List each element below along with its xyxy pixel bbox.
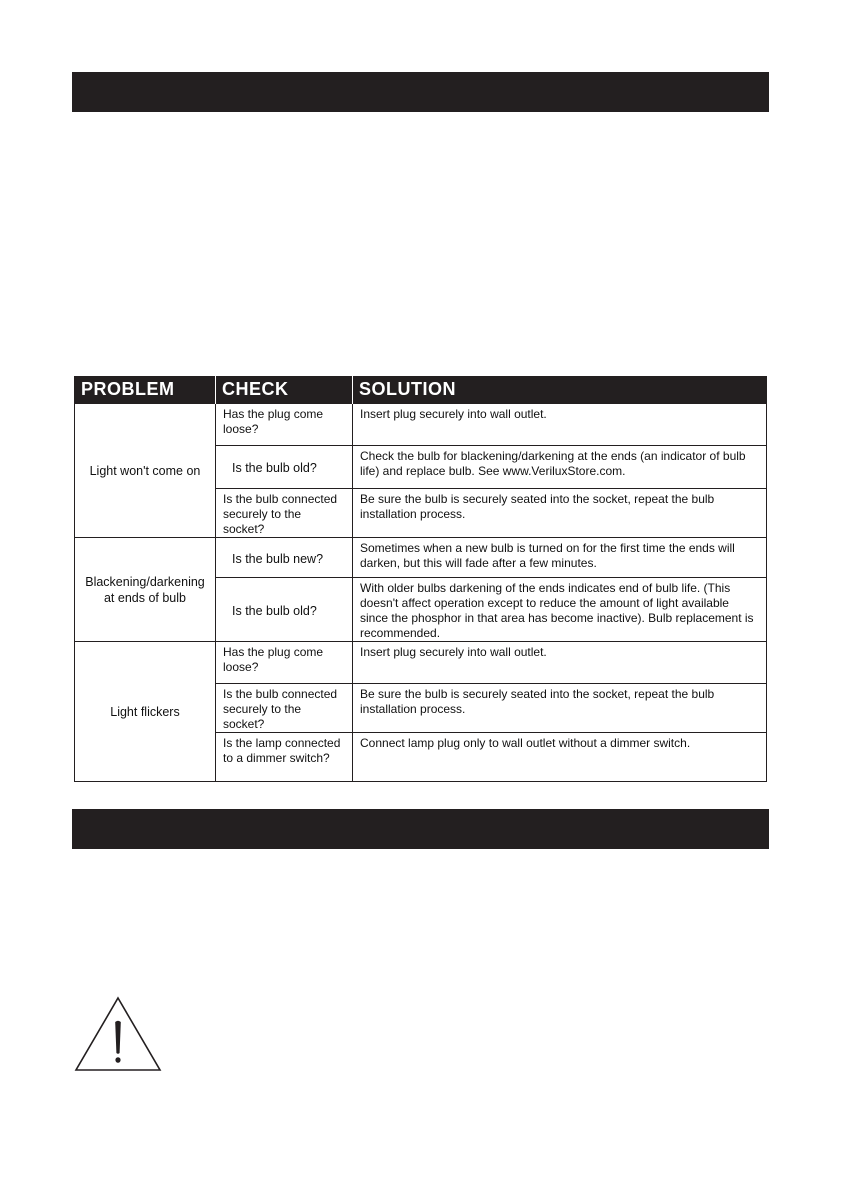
check-cell: Is the bulb connected securely to the socket? <box>216 489 353 538</box>
troubleshooting-table <box>74 376 767 782</box>
solution-cell: Sometimes when a new bulb is turned on for the first time the ends will darken, but this will fade after a few minutes. <box>353 538 767 578</box>
section-header-bar-bottom <box>72 809 769 849</box>
check-cell: Is the bulb connected securely to the socket? <box>216 684 353 733</box>
solution-cell: Be sure the bulb is securely seated into the socket, repeat the bulb installation process. <box>353 489 767 538</box>
problem-cell: Blackening/darkening at ends of bulb <box>75 538 216 642</box>
problem-cell: Light won't come on <box>75 404 216 538</box>
problem-cell: Light flickers <box>75 642 216 782</box>
solution-cell: With older bulbs darkening of the ends indicates end of bulb life. (This doesn't affect operation except to reduce the amount of light available since the phosphor in that area has become inactive). Bulb replacement is recommended. <box>353 578 767 642</box>
check-cell: Has the plug come loose? <box>216 404 353 446</box>
warning-triangle-icon <box>74 996 162 1072</box>
solution-cell: Insert plug securely into wall outlet. <box>353 642 767 684</box>
check-cell: Is the lamp connected to a dimmer switch? <box>216 733 353 782</box>
table-row <box>75 404 767 446</box>
solution-cell: Check the bulb for blackening/darkening at the ends (an indicator of bulb life) and replace bulb. See www.VeriluxStore.com. <box>353 446 767 489</box>
section-header-bar-top <box>72 72 769 112</box>
solution-cell: Connect lamp plug only to wall outlet without a dimmer switch. <box>353 733 767 782</box>
header-solution: SOLUTION <box>353 376 767 404</box>
check-cell: Has the plug come loose? <box>216 642 353 684</box>
check-cell: Is the bulb new? <box>216 538 353 578</box>
solution-cell: Insert plug securely into wall outlet. <box>353 404 767 446</box>
table-header-row <box>75 376 767 404</box>
header-problem: PROBLEM <box>75 376 216 404</box>
table-row <box>75 538 767 578</box>
check-cell: Is the bulb old? <box>216 578 353 642</box>
header-check: CHECK <box>216 376 353 404</box>
check-cell: Is the bulb old? <box>216 446 353 489</box>
table-row <box>75 642 767 684</box>
solution-cell: Be sure the bulb is securely seated into the socket, repeat the bulb installation process. <box>353 684 767 733</box>
